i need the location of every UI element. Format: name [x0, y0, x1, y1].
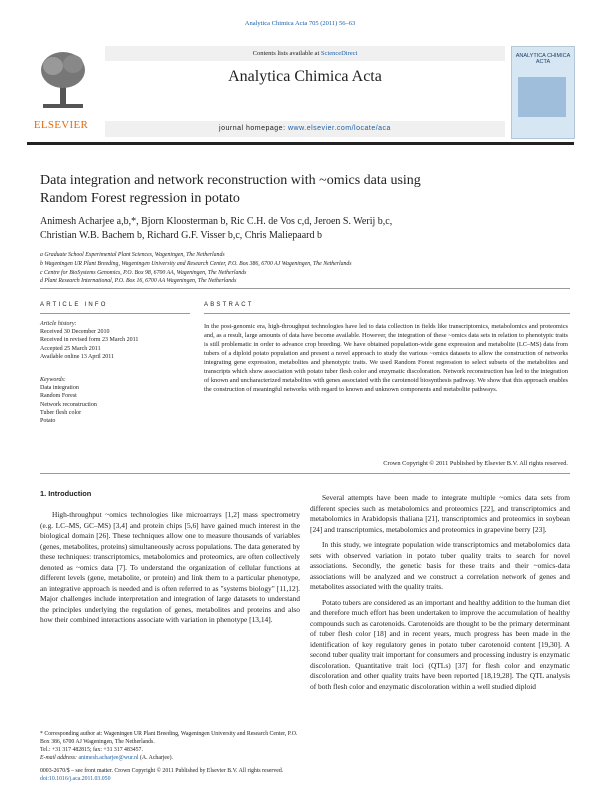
homepage-prefix: journal homepage: — [219, 125, 288, 132]
introduction-heading: 1. Introduction — [40, 489, 92, 498]
affiliation-rule — [40, 288, 570, 289]
authors-line-2: Christian W.B. Bachem b, Richard G.F. Visser b,c, Chris Maliepaard b — [40, 230, 322, 241]
right-paragraph-2: In this study, we integrate population wide transcriptomics and metabolomics data sets with observed variation in potato tuber quality traits to search for novel associations. Secondly, the genetic basis for these traits and their ~omics-data associations will be analyzed and we construct a correlation network of genes and metabolites associated with the quality traits. — [310, 540, 570, 591]
right-paragraph-3: Potato tubers are considered as an important and healthy addition to the human diet and therefore much effort has been undertaken to improve the accumulation of healthy compounds such as carotenoids. Carotenoids are thought to be the primary determinant of tuber flesh color [18] and in recent years, much progress has been made in the identification of key regulatory genes in potato tuber carotenoid content [19,30]. A second tuber quality trait important for consumers and processing industry is enzymatic discoloration. Quantitative trait loci (QTLs) [37] for flesh color and enzymatic discoloration and other quality traits have been reported [18,19,28]. The QTL analysis of both flesh color and enzymatic discoloration within a well studied diploid — [310, 597, 570, 691]
affiliations — [40, 251, 580, 286]
authors-line-1: Animesh Acharjee a,b,*, Bjorn Kloosterman b, Ric C.H. de Vos c,d, Jeroen S. Werij b,c, — [40, 216, 393, 227]
copyright-line: Crown Copyright © 2011 Published by Elsevier B.V. All rights reserved. — [383, 460, 568, 467]
footnote-line-1: * Corresponding author at: Wageningen UR Plant Breeding, Wageningen University and Research Center, P.O. Box 386, 6700 AJ Wageningen, The Netherlands. — [40, 731, 298, 745]
author-list — [40, 215, 580, 243]
keyword: Potato — [40, 418, 56, 425]
affiliation-b: b Wageningen UR Plant Breeding, Wageningen University and Research Center, P.O. Box 386, 6700 AJ Wageningen, The Netherlands — [40, 260, 352, 267]
footnote-line-2: Tel.: +31 317 482815; fax: +31 317 483457. — [40, 747, 143, 753]
keyword: Tuber flesh color — [40, 409, 82, 416]
footnote-email-suffix: (A. Acharjee). — [138, 755, 173, 761]
keyword: Data integration — [40, 385, 79, 392]
cover-title: ANALYTICA CHIMICA ACTA — [515, 53, 571, 65]
abstract-rule — [204, 313, 570, 314]
history-received: Received 30 December 2010 — [40, 329, 110, 336]
homepage-bar — [105, 121, 505, 137]
keywords-heading: Keywords: — [40, 377, 66, 383]
right-column — [310, 493, 570, 692]
front-matter-line: 0003-2670/$ – see front matter. Crown Copyright © 2011 Published by Elsevier B.V. All rights reserved. — [40, 768, 284, 774]
contents-bar — [105, 46, 505, 61]
front-matter-info — [40, 767, 560, 783]
affiliation-c: c Centre for BioSystems Genomics, P.O. Box 98, 6700 AA, Wageningen, The Netherlands — [40, 269, 247, 276]
abstract-heading: ABSTRACT — [204, 302, 254, 308]
corresponding-author-footnote — [40, 730, 300, 762]
footnote-email-prefix: E-mail address: — [40, 755, 79, 761]
history-accepted: Accepted 25 March 2011 — [40, 345, 101, 352]
paper-title — [40, 172, 560, 208]
elsevier-logo[interactable] — [27, 46, 95, 138]
header-rule — [27, 142, 574, 145]
article-info-rule — [40, 313, 190, 314]
masthead — [27, 46, 574, 138]
article-info-heading: ARTICLE INFO — [40, 302, 108, 308]
affiliation-d: d Plant Research International, P.O. Box 16, 6700 AA Wageningen, The Netherlands — [40, 278, 237, 285]
title-line-1: Data integration and network reconstruction with ~omics data using — [40, 173, 421, 188]
abstract-text: In the post-genomic era, high-throughput technologies have led to data collection in fields like transcriptomics, metabolomics and proteomics and, as a result, large amounts of data have become available. However, the integration of these ~omics data sets in relation to phenotypic traits is still problematic in order to advance crop breeding. We have obtained population-wide gene expression and metabolite (LC–MS) data from tubers of a diploid potato population and present a novel approach to study the various ~omics datasets to allow the construction of networks integrating gene expression, metabolites and phenotypic traits. We used Random Forest regression to select subsets of the metabolites and transcripts which show association with potato tuber flesh color and enzymatic discoloration. Network reconstruction has led to the integration of known and uncharacterized metabolites with genes associated with the carotenoid biosynthesis pathway. We show that this approach enables the construction of meaningful networks with regard to known and unknown components and metabolite pathways. — [204, 323, 569, 393]
history-revised: Received in revised form 23 March 2011 — [40, 337, 139, 344]
article-history — [40, 320, 190, 361]
keywords — [40, 376, 190, 425]
contents-prefix: Contents lists available at — [252, 50, 321, 57]
intro-paragraph-1: High-throughput ~omics technologies like microarrays [1,2] mass spectrometry (e.g. LC–MS, GC–MS) [3,4] and protein chips [5,6] have gained much interest in the biological domain [26]. These techniques allow one to measure thousands of variables (genes, metabolites, proteins) simultaneously across populations. The data generated by these techniques: transcriptomics, metabolomics and proteomics, are often collectively denoted as ~omics data [7]. To understand the organization of cellular functions at different levels (gene, metabolite, or protein) and link them to a particular phenotype, an integrative approach is needed and is often referred to as "systems biology" [11,12]. Major challenges include interpretation and integration of large datasets to understand the principles underlying the regulation of genes, metabolites and proteins and also how their combined interactions associate with variation in phenotype [13,14]. — [40, 510, 300, 624]
journal-cover[interactable] — [511, 46, 575, 139]
title-line-2: Random Forest regression in potato — [40, 191, 240, 206]
running-head[interactable]: Analytica Chimica Acta 705 (2011) 56–63 — [244, 20, 356, 27]
sciencedirect-link[interactable]: ScienceDirect — [320, 50, 358, 57]
right-paragraph-1: Several attempts have been made to integrate multiple ~omics data sets from different species such as metabolomics and proteomics [22], and transcriptomics and metabolomics in Arabidopsis thaliana [21], transcriptomics and proteomics in soybean [24] and transcriptomics, metabolomics and proteomics in grapevine berry [23]. — [310, 493, 570, 534]
keyword: Random Forest — [40, 393, 77, 400]
history-heading: Article history: — [40, 321, 77, 327]
keyword: Network reconstruction — [40, 401, 97, 408]
left-column — [40, 510, 300, 626]
homepage-link[interactable]: www.elsevier.com/locate/aca — [287, 125, 391, 132]
history-online: Available online 13 April 2011 — [40, 353, 114, 360]
elsevier-tree-icon — [39, 48, 87, 110]
abstract-end-rule — [40, 473, 570, 474]
journal-title: Analytica Chimica Acta — [228, 68, 382, 85]
publisher-name: ELSEVIER — [33, 119, 89, 131]
author-email-link[interactable]: animesh.acharjee@wur.nl — [78, 755, 139, 761]
doi-link[interactable]: doi:10.1016/j.aca.2011.03.050 — [40, 776, 111, 782]
affiliation-a: a Graduate School Experimental Plant Sciences, Wageningen, The Netherlands — [40, 252, 225, 258]
cover-image — [518, 77, 566, 117]
